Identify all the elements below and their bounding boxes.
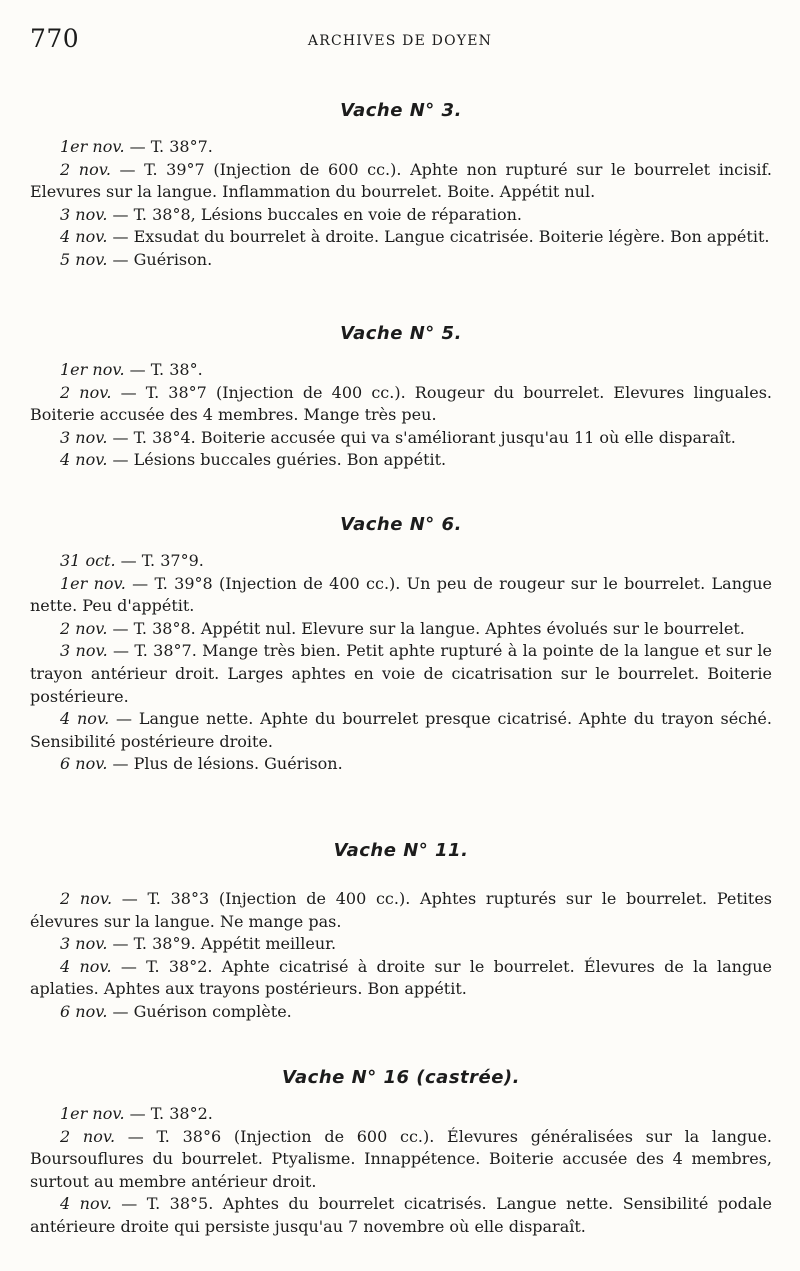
entry-text: — T. 37°9. bbox=[115, 551, 204, 570]
entry-text: — T. 38°4. Boiterie accusée qui va s'améliorant jusqu'au 11 où elle disparaît. bbox=[107, 427, 736, 447]
entry-text: — T. 38°7. bbox=[124, 137, 213, 156]
section-title: Vache N° 5. bbox=[340, 323, 462, 344]
entry-text: — Lésions buccales guéries. Bon appétit. bbox=[107, 450, 447, 470]
entry-text: — T. 38°7 (Injection de 400 cc.). Rougeur du bourrelet. Elevures linguales. Boiterie accusée des 4 membres. Mange très peu. bbox=[30, 382, 772, 425]
entry-date: 5 nov. bbox=[60, 249, 108, 269]
entry bbox=[30, 382, 772, 427]
entry bbox=[30, 249, 772, 272]
entry-date: 3 nov. bbox=[60, 204, 108, 224]
entry-text: — T. 38°5. Aphtes du bourrelet cicatrisés. Langue nette. Sensibilité podale antérieure droite qui persiste jusqu'au 7 novembre où elle disparaît. bbox=[30, 1194, 772, 1236]
entry-date: 3 nov. bbox=[60, 934, 108, 954]
entry-text: — T. 39°7 (Injection de 600 cc.). Aphte non rupturé sur le bourrelet incisif. Elevures sur la langue. Inflammation du bourrelet. Boite. Appétit nul. bbox=[30, 159, 772, 202]
entry bbox=[30, 136, 772, 159]
section-vache-6 bbox=[30, 510, 772, 776]
entry-text: — Guérison. bbox=[107, 249, 213, 269]
entry-date: 1er nov. bbox=[60, 137, 125, 156]
entry-text: — Exsudat du bourrelet à droite. Langue cicatrisée. Boiterie légère. Bon appétit. bbox=[107, 227, 770, 247]
entry-date: 2 nov. bbox=[60, 1126, 116, 1146]
entry-text: — T. 38°2. Aphte cicatrisé à droite sur le bourrelet. Élevures de la langue aplaties. Aphtes aux trayons postérieurs. Bon appétit. bbox=[30, 956, 773, 999]
entry bbox=[30, 1126, 772, 1194]
entry-date: 1er nov. bbox=[60, 1104, 125, 1123]
section-title: Vache N° 11. bbox=[333, 840, 469, 861]
entry bbox=[30, 1001, 772, 1024]
entry bbox=[30, 753, 772, 776]
section-title: Vache N° 3. bbox=[340, 100, 462, 121]
entry-date: 2 nov. bbox=[60, 159, 111, 179]
entry-text: — T. 38°3 (Injection de 400 cc.). Aphtes rupturés sur le bourrelet. Petites élevures sur la langue. Ne mange pas. bbox=[30, 889, 773, 931]
entry-date: 4 nov. bbox=[60, 1194, 112, 1214]
entry-date: 6 nov. bbox=[60, 754, 108, 774]
entry bbox=[30, 573, 772, 618]
page-number: 770 bbox=[30, 24, 80, 53]
section-vache-16 bbox=[30, 1063, 772, 1239]
entry bbox=[30, 449, 772, 472]
entry-text: — T. 38°9. Appétit meilleur. bbox=[107, 934, 337, 954]
entry-date: 1er nov. bbox=[60, 573, 126, 593]
entry bbox=[30, 550, 772, 573]
entry-date: 2 nov. bbox=[60, 382, 112, 402]
entry-text: — T. 38°2. bbox=[124, 1104, 213, 1123]
page-header bbox=[30, 24, 770, 52]
entry-date: 4 nov. bbox=[60, 709, 110, 729]
entry-date: 31 oct. bbox=[60, 551, 116, 570]
entry bbox=[30, 226, 772, 249]
entry bbox=[30, 956, 772, 1001]
entry bbox=[30, 1103, 772, 1126]
section-vache-5 bbox=[30, 319, 772, 472]
entry-date: 3 nov. bbox=[60, 641, 108, 661]
entry-text: — T. 38°7. Mange très bien. Petit aphte rupturé à la pointe de la langue et sur le trayon antérieur droit. Larges aphtes en voie de cicatrisation sur le bourrelet. Boiterie postérieure. bbox=[30, 641, 772, 706]
running-title: ARCHIVES DE DOYEN bbox=[307, 33, 493, 49]
entry-text: — Guérison complète. bbox=[107, 1001, 292, 1021]
entry bbox=[30, 708, 772, 753]
section-vache-3 bbox=[30, 96, 772, 272]
entry bbox=[30, 359, 772, 382]
entry bbox=[30, 204, 772, 227]
entry-text: — T. 38°8, Lésions buccales en voie de réparation. bbox=[107, 204, 523, 224]
entry-text: — Plus de lésions. Guérison. bbox=[107, 754, 343, 774]
section-title: Vache N° 6. bbox=[340, 514, 462, 535]
entry bbox=[30, 933, 772, 956]
entry-date: 3 nov. bbox=[60, 427, 108, 447]
entry bbox=[30, 640, 772, 708]
entry-date: 6 nov. bbox=[60, 1001, 108, 1021]
entry-text: — T. 38°. bbox=[124, 360, 203, 379]
entry-text: — T. 38°6 (Injection de 600 cc.). Élevures généralisées sur la langue. Boursouflures du bourrelet. Ptyalisme. Innappétence. Boiterie accusée des 4 membres, surtout au membre antérieur droit. bbox=[30, 1126, 772, 1191]
entry bbox=[30, 159, 772, 204]
entry-date: 4 nov. bbox=[60, 450, 108, 470]
entry-date: 4 nov. bbox=[60, 227, 108, 247]
entry-date: 4 nov. bbox=[60, 956, 112, 976]
entry-date: 1er nov. bbox=[60, 360, 125, 379]
entry-text: — T. 38°8. Appétit nul. Elevure sur la langue. Aphtes évolués sur le bourrelet. bbox=[107, 618, 745, 638]
entry bbox=[30, 618, 772, 641]
entry bbox=[30, 1193, 772, 1238]
section-title: Vache N° 16 (castrée). bbox=[281, 1067, 520, 1088]
entry-date: 2 nov. bbox=[60, 889, 113, 908]
entry-text: — Langue nette. Aphte du bourrelet presque cicatrisé. Aphte du trayon séché. Sensibilité postérieure droite. bbox=[30, 709, 772, 751]
entry bbox=[30, 888, 772, 933]
entry bbox=[30, 427, 772, 450]
entry-text: — T. 39°8 (Injection de 400 cc.). Un peu de rougeur sur le bourrelet. Langue nette. Peu d'appétit. bbox=[30, 573, 773, 616]
section-vache-11 bbox=[30, 836, 772, 1024]
entry-date: 2 nov. bbox=[60, 618, 108, 638]
